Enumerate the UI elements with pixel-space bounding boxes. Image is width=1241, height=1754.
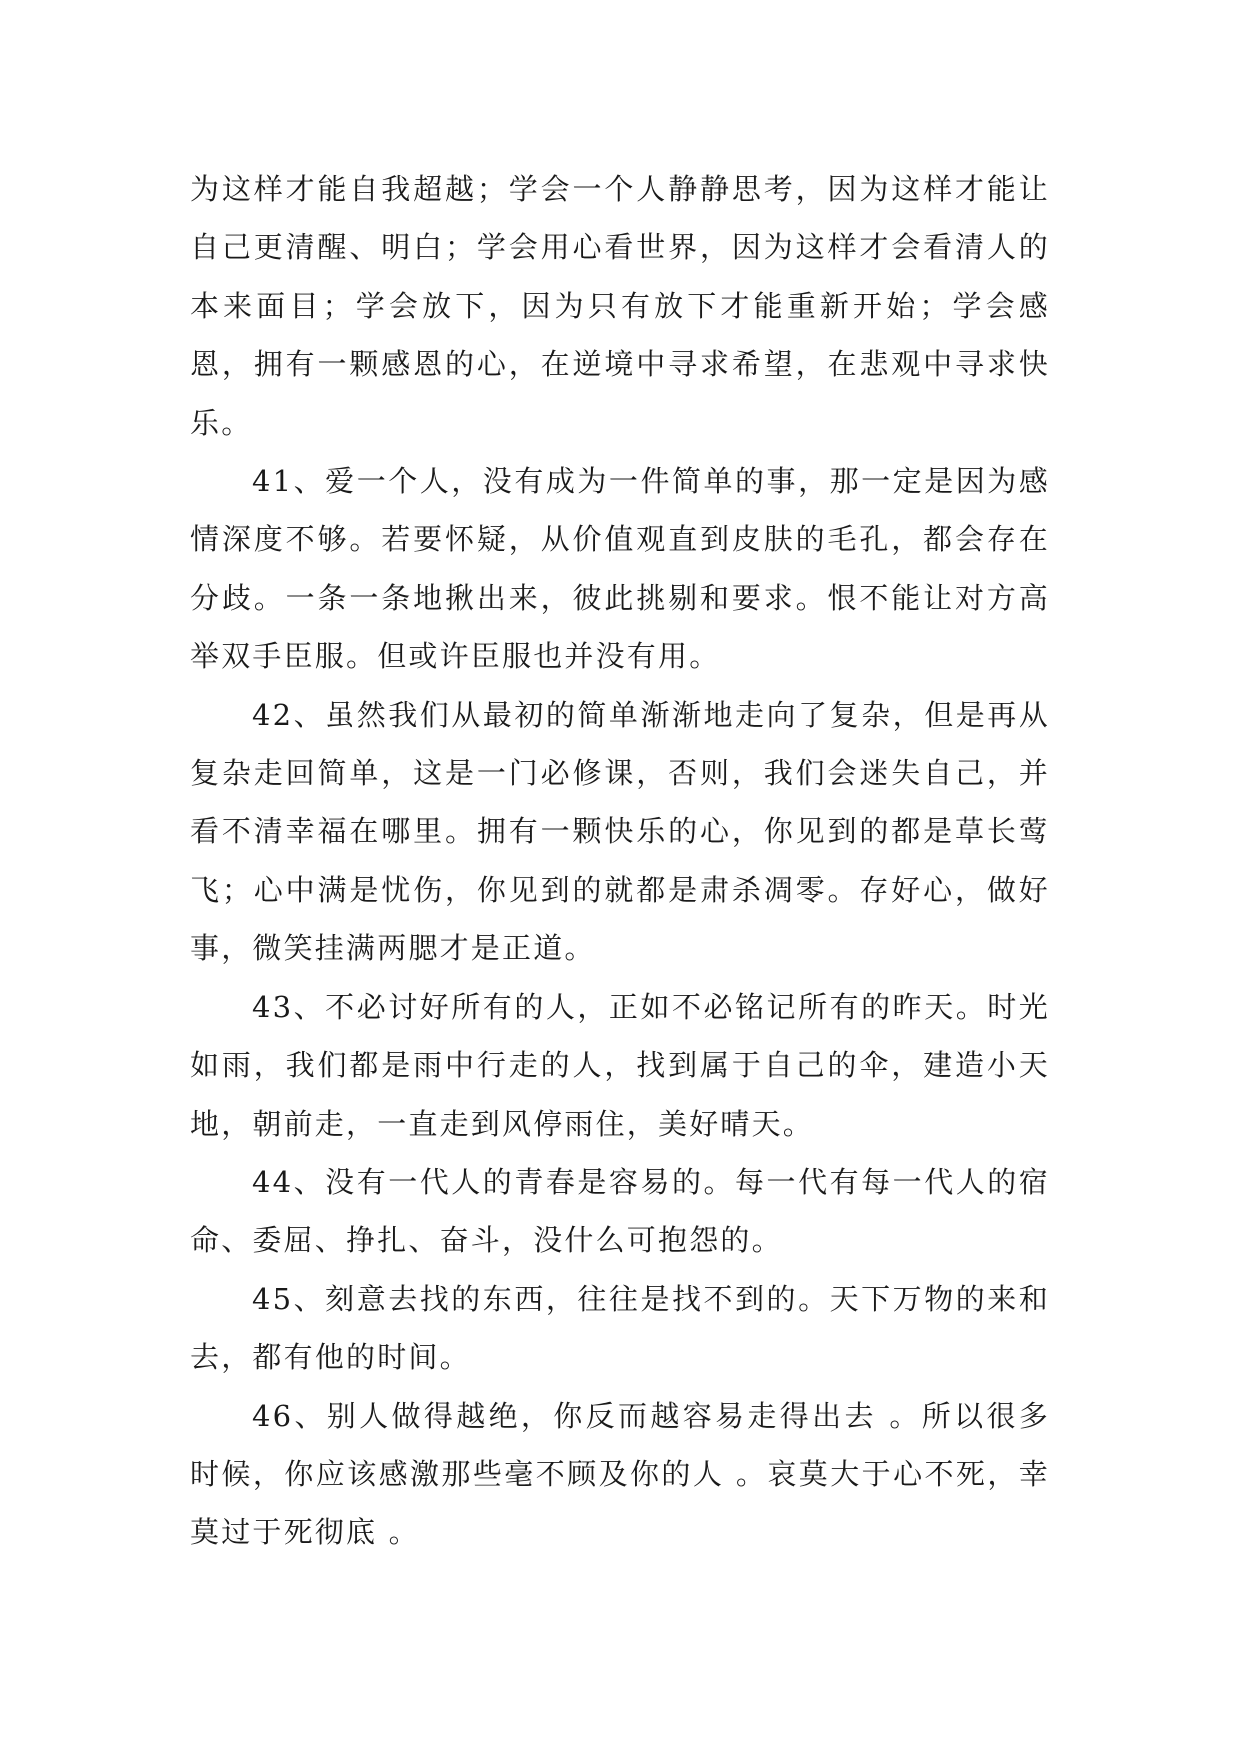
paragraph-continuation: 为这样才能自我超越；学会一个人静静思考，因为这样才能让自己更清醒、明白；学会用心看世界，因为这样才会看清人的本来面目；学会放下，因为只有放下才能重新开始；学会感恩，拥有一颗感恩的心，在逆境中寻求希望，在悲观中寻求快乐。 bbox=[190, 172, 1050, 440]
document-body bbox=[190, 160, 1050, 1562]
paragraph-42: 42、虽然我们从最初的简单渐渐地走向了复杂，但是再从复杂走回简单，这是一门必修课，否则，我们会迷失自己，并看不清幸福在哪里。拥有一颗快乐的心，你见到的都是草长莺飞；心中满是忧伤，你见到的就都是肃杀凋零。存好心，做好事，微笑挂满两腮才是正道。 bbox=[190, 697, 1050, 966]
paragraph-44: 44、没有一代人的青春是容易的。每一代有每一代人的宿命、委屈、挣扎、奋斗，没什么可抱怨的。 bbox=[190, 1164, 1050, 1258]
paragraph-43: 43、不必讨好所有的人，正如不必铭记所有的昨天。时光如雨，我们都是雨中行走的人，找到属于自己的伞，建造小天地，朝前走，一直走到风停雨住，美好晴天。 bbox=[190, 989, 1050, 1141]
paragraph-46: 46、别人做得越绝，你反而越容易走得出去 。所以很多时候，你应该感激那些毫不顾及你的人 。哀莫大于心不死，幸莫过于死彻底 。 bbox=[190, 1398, 1050, 1550]
paragraph-45: 45、刻意去找的东西，往往是找不到的。天下万物的来和去，都有他的时间。 bbox=[190, 1281, 1050, 1375]
paragraph-41: 41、爱一个人，没有成为一件简单的事，那一定是因为感情深度不够。若要怀疑，从价值观直到皮肤的毛孔，都会存在分歧。一条一条地揪出来，彼此挑剔和要求。恨不能让对方高举双手臣服。但或许臣服也并没有用。 bbox=[190, 464, 1050, 674]
